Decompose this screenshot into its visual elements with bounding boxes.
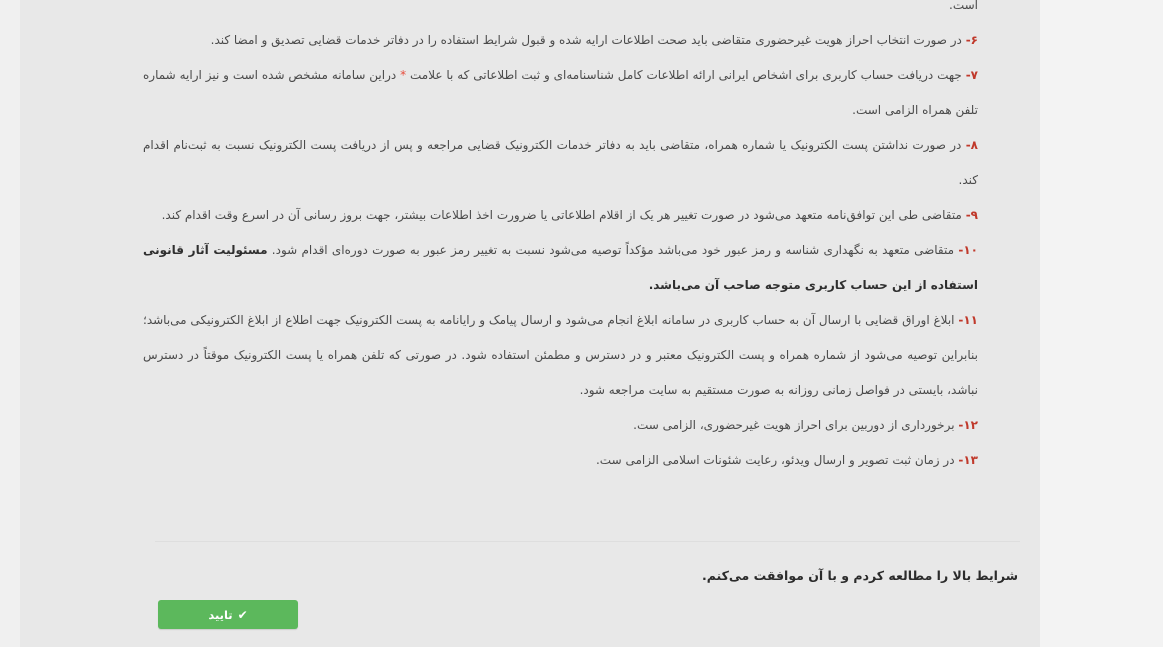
terms-item-8 [143, 128, 978, 198]
terms-item-text: است. [949, 0, 978, 12]
terms-item-9 [143, 198, 978, 233]
terms-item-10 [143, 233, 978, 303]
terms-item-text: متقاضی متعهد به نگهداری شناسه و رمز عبور خود می‌باشد مؤکداً توصیه می‌شود نسبت به تغییر رمز عبور به صورت دوره‌ای اقدام شود. [267, 243, 959, 257]
terms-item-number: ۱۰- [958, 243, 978, 257]
terms-item-number: ۷- [965, 68, 978, 82]
terms-panel [135, 0, 1040, 647]
terms-item-11 [143, 303, 978, 408]
right-margin [1040, 0, 1163, 647]
terms-item-13 [143, 443, 978, 478]
check-icon: ✔ [237, 607, 248, 622]
terms-item-text: برخورداری از دوربین برای احراز هویت غیرحضوری، الزامی ست. [633, 418, 959, 432]
terms-item-number: ۱۲- [958, 418, 978, 432]
terms-item-6 [143, 23, 978, 58]
terms-item-text: در صورت انتخاب احراز هویت غیرحضوری متقاضی باید صحت اطلاعات ارایه شده و قبول شرایط استفاده را در دفاتر خدمات قضایی تصدیق و امضا کند. [210, 33, 966, 47]
terms-item-text: در صورت نداشتن پست الکترونیک یا شماره همراه، متقاضی باید به دفاتر خدمات الکترونیک قضایی مراجعه و پس از دریافت پست الکترونیک نسبت به ثبت‌نام اقدام کند. [143, 138, 978, 187]
terms-item-5-tail [143, 0, 978, 23]
terms-item-number: ۶- [965, 33, 978, 47]
terms-item-text: جهت دریافت حساب کاربری برای اشخاص ایرانی ارائه اطلاعات کامل شناسنامه‌ای و ثبت اطلاعاتی که با علامت [406, 68, 966, 82]
left-margin [20, 0, 135, 647]
terms-item-12 [143, 408, 978, 443]
agreement-label: شرایط بالا را مطالعه کردم و با آن موافقت می‌کنم. [701, 568, 1018, 583]
terms-item-7 [143, 58, 978, 128]
terms-item-number: ۱۱- [958, 313, 978, 327]
terms-item-number: ۱۳- [958, 453, 978, 467]
terms-item-text: در زمان ثبت تصویر و ارسال ویدئو، رعایت شئونات اسلامی الزامی ست. [595, 453, 959, 467]
terms-item-bold-text: مسئولیت آثار قانونی استفاده از این حساب کاربری متوجه صاحب آن می‌باشد. [143, 243, 978, 292]
terms-list [143, 0, 978, 478]
required-asterisk: * [400, 68, 407, 82]
terms-item-text: دراین سامانه مشخص شده است و نیز ارایه شماره تلفن همراه الزامی است. [143, 68, 978, 117]
terms-item-number: ۸- [965, 138, 978, 152]
confirm-button[interactable] [158, 600, 298, 629]
confirm-button-label: تایید [208, 607, 233, 622]
terms-item-text: متقاضی طی این توافق‌نامه متعهد می‌شود در صورت تغییر هر یک از اقلام اطلاعاتی یا ضرورت اخذ اطلاعات بیشتر، جهت بروز رسانی آن در اسرع وقت اقدام کند. [161, 208, 966, 222]
divider [155, 541, 1020, 542]
terms-item-number: ۹- [965, 208, 978, 222]
terms-item-text: ابلاغ اوراق قضایی با ارسال آن به حساب کاربری در سامانه ابلاغ انجام می‌شود و ارسال پیامک و رایانامه به پست الکترونیک جهت اطلاع از ابلاغ الکترونیکی می‌باشد؛ بنابراین توصیه می‌شود از شماره همراه و پست الکترونیک معتبر و در دسترس و مطمئن استفاده شود. در صورتی که تلفن همراه یا پست الکترونیک موقتاً در دسترس نباشد، بایستی در فواصل زمانی روزانه به صورت مستقیم به سایت مراجعه شود. [143, 313, 978, 397]
